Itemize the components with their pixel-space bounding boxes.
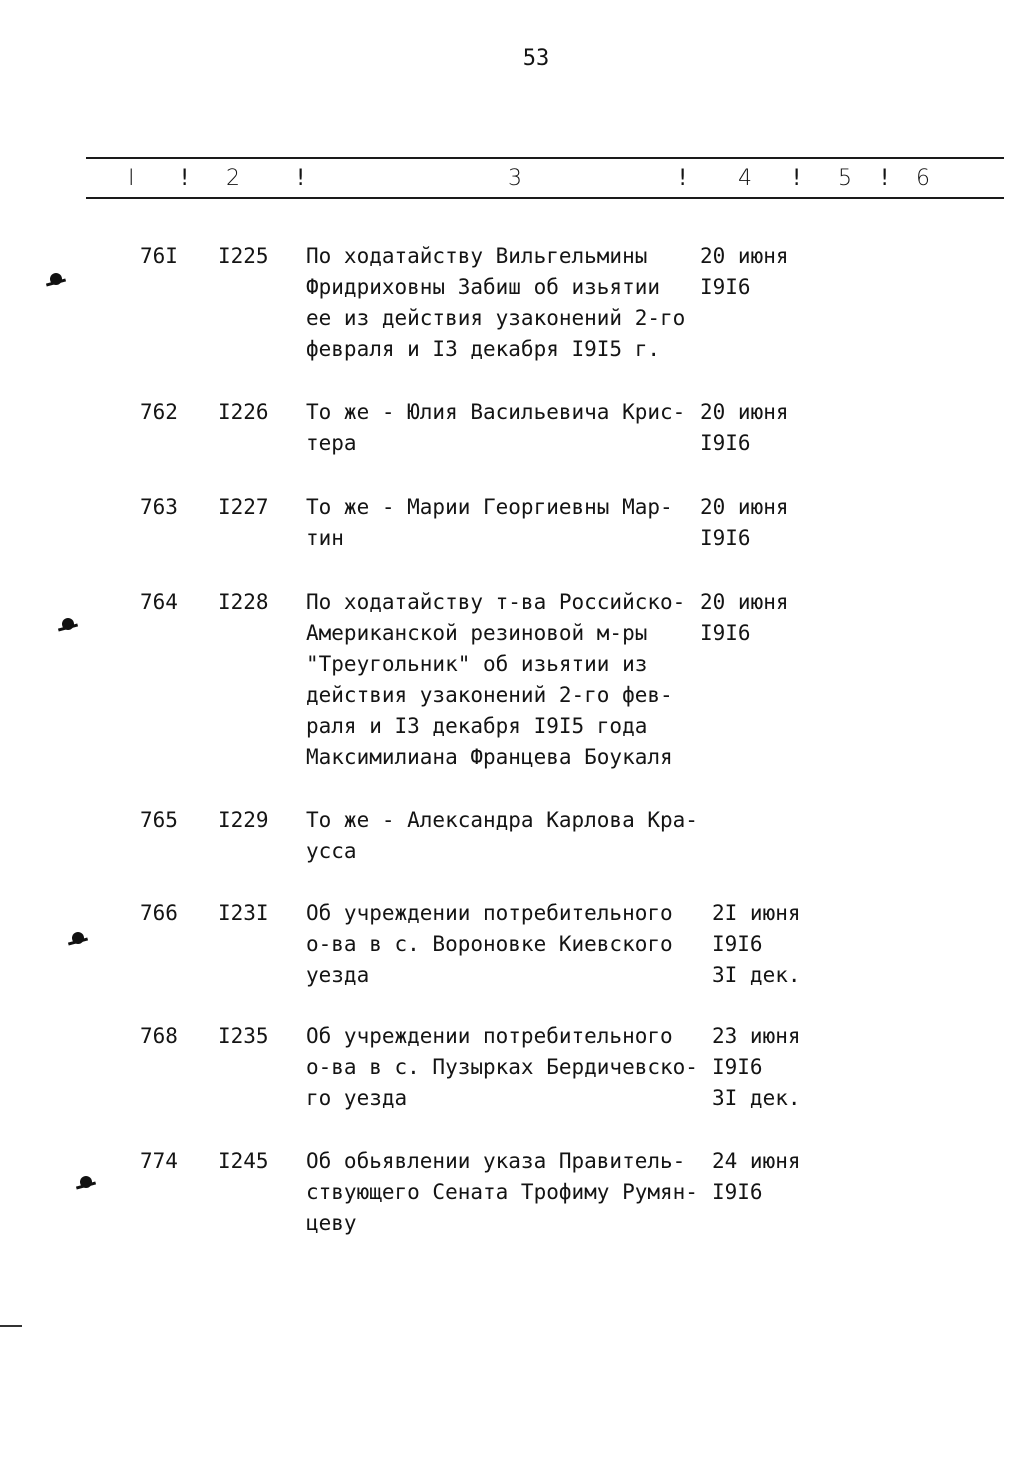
header-bottom-rule [86, 197, 1004, 199]
entry-date: 20 июня I9I6 [700, 495, 789, 550]
entry-description: Об учреждении потребительного о-ва в с. Вороновке Киевского уезда [306, 901, 673, 987]
column-header-6: 6 [916, 166, 930, 191]
entry-description: По ходатайству Вильгельмины Фридриховны Забиш об изьятии ее из действия узаконений 2-го февраля и I3 декабря I9I5 г. [306, 244, 686, 361]
column-separator: ! [790, 166, 804, 191]
entry-date: 24 июня I9I6 [712, 1149, 801, 1204]
entry-number: 774 [140, 1149, 178, 1173]
punch-hole-mark [50, 273, 62, 285]
entry-number: 768 [140, 1024, 178, 1048]
entry-description: То же - Александра Карлова Кра- усса [306, 808, 698, 863]
margin-edge-mark [0, 1325, 22, 1327]
column-separator: ! [294, 166, 308, 191]
entry-number: 764 [140, 590, 178, 614]
entry-description: Об обьявлении указа Правитель- ствующего Сената Трофиму Румян- цеву [306, 1149, 698, 1235]
entry-description: Об учреждении потребительного о-ва в с. Пузырках Бердичевско- го уезда [306, 1024, 698, 1110]
entry-date: 20 июня I9I6 [700, 590, 789, 645]
column-separator: ! [676, 166, 690, 191]
page-number: 53 [522, 46, 550, 71]
entry-description: То же - Марии Георгиевны Мар- тин [306, 495, 673, 550]
entry-number: 762 [140, 400, 178, 424]
entry-description: То же - Юлия Васильевича Крис- тера [306, 400, 686, 455]
column-separator: ! [178, 166, 192, 191]
entry-code: I227 [218, 495, 269, 519]
column-header-1: I [128, 166, 135, 191]
entry-date: 23 июня I9I6 3I дек. [712, 1024, 801, 1110]
entry-number: 765 [140, 808, 178, 832]
entry-code: I228 [218, 590, 269, 614]
entry-code: I23I [218, 901, 269, 925]
entry-description: По ходатайству т-ва Российско- Американской резиновой м-ры "Треугольник" об изьятии из действия узаконений 2-го фев- раля и I3 декабря I9I5 года Максимилиана Францева Боукаля [306, 590, 686, 769]
entry-date: 20 июня I9I6 [700, 400, 789, 455]
header-top-rule [86, 157, 1004, 159]
entry-code: I245 [218, 1149, 269, 1173]
punch-hole-mark [72, 932, 84, 944]
column-separator: ! [878, 166, 892, 191]
entry-date: 20 июня I9I6 [700, 244, 789, 299]
column-header-3: 3 [508, 166, 522, 191]
entry-code: I235 [218, 1024, 269, 1048]
entry-code: I225 [218, 244, 269, 268]
column-header-4: 4 [738, 166, 752, 191]
entry-number: 76I [140, 244, 178, 268]
entry-code: I229 [218, 808, 269, 832]
entry-code: I226 [218, 400, 269, 424]
punch-hole-mark [80, 1176, 92, 1188]
entry-number: 763 [140, 495, 178, 519]
entry-number: 766 [140, 901, 178, 925]
punch-hole-mark [62, 618, 74, 630]
column-header-2: 2 [226, 166, 240, 191]
entry-date: 2I июня I9I6 3I дек. [712, 901, 801, 987]
column-header-5: 5 [838, 166, 852, 191]
